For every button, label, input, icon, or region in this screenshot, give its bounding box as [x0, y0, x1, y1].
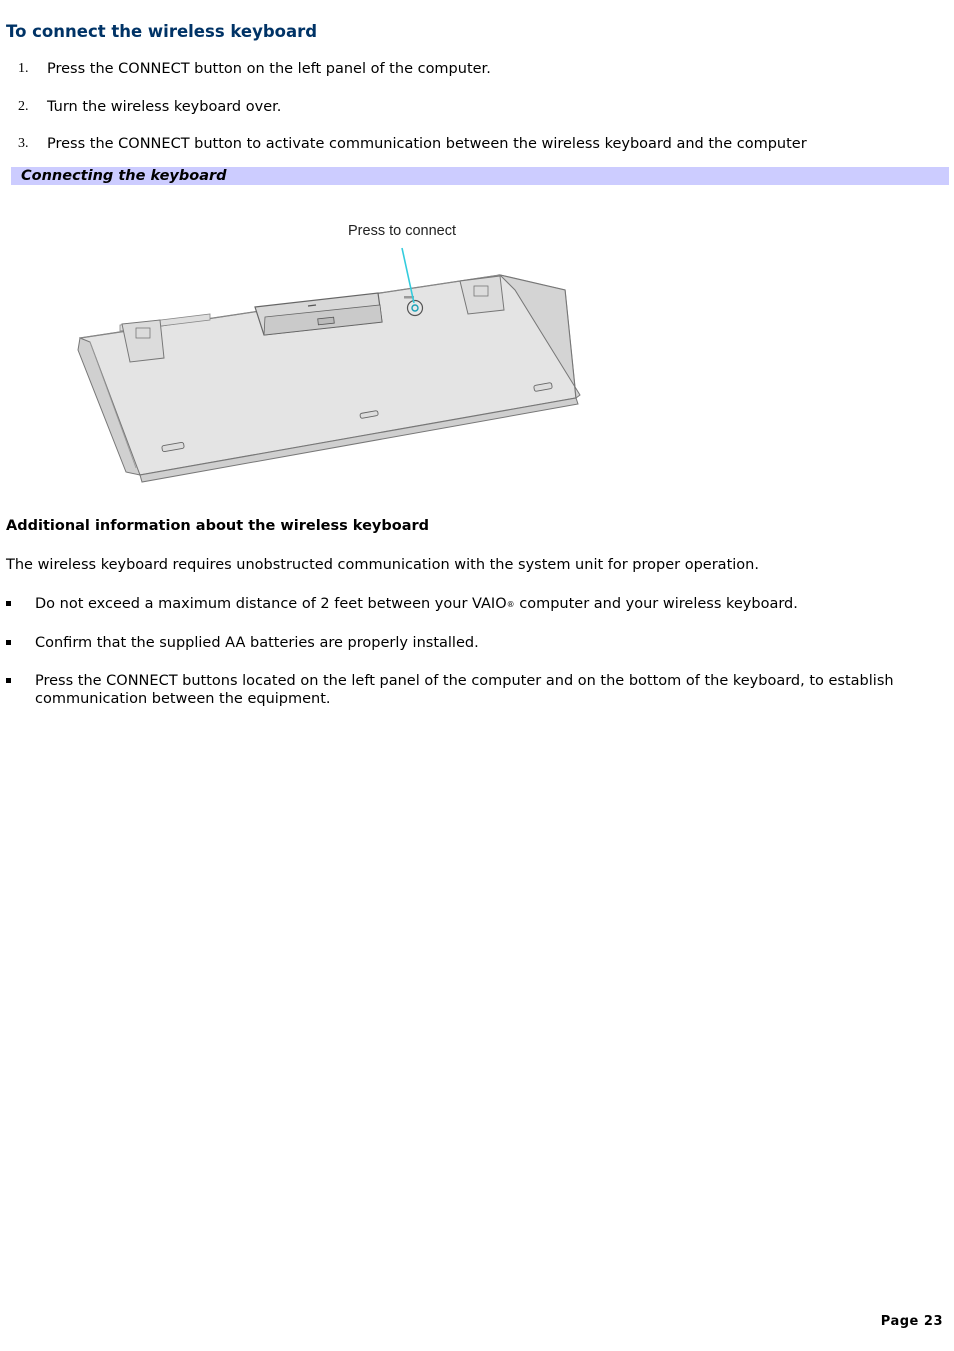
page-number: Page 23: [880, 1314, 943, 1329]
step-number: 1.: [18, 61, 29, 76]
registered-mark: ®: [506, 600, 515, 609]
page-title: To connect the wireless keyboard: [6, 22, 318, 41]
figure-callout-label: Press to connect: [348, 223, 456, 239]
square-bullet-icon: [6, 678, 11, 683]
bullet-text: Do not exceed a maximum distance of 2 feet between your VAIO® computer and your wireless keyboard.: [35, 596, 798, 612]
figure-caption: Connecting the keyboard: [21, 168, 227, 184]
square-bullet-icon: [6, 640, 11, 645]
info-bullet-list: [0, 595, 954, 728]
step-text: Turn the wireless keyboard over.: [47, 98, 282, 115]
step-number: 3.: [18, 136, 29, 151]
square-bullet-icon: [6, 601, 11, 606]
step-text: Press the CONNECT button on the left panel of the computer.: [47, 61, 491, 77]
bullet-text: Press the CONNECT buttons located on the left panel of the computer and on the bottom of the keyboard, to establish communication between the equipment.: [35, 673, 894, 707]
step-item: [0, 98, 954, 136]
figure-caption-bar: [11, 167, 949, 185]
step-item: [0, 60, 954, 98]
list-item: [0, 672, 954, 708]
list-item: [0, 634, 954, 652]
bullet-text: Confirm that the supplied AA batteries are properly installed.: [35, 635, 479, 651]
intro-paragraph: The wireless keyboard requires unobstructed communication with the system unit for proper operation.: [6, 557, 759, 573]
keyboard-figure: [60, 210, 600, 490]
keyboard-bottom-illustration: [60, 210, 600, 490]
step-number: 2.: [18, 98, 29, 114]
steps-list: [0, 60, 954, 173]
list-item: [0, 595, 954, 614]
section-heading: Additional information about the wireless keyboard: [6, 518, 430, 534]
step-text: Press the CONNECT button to activate communication between the wireless keyboard and the computer: [47, 136, 807, 152]
